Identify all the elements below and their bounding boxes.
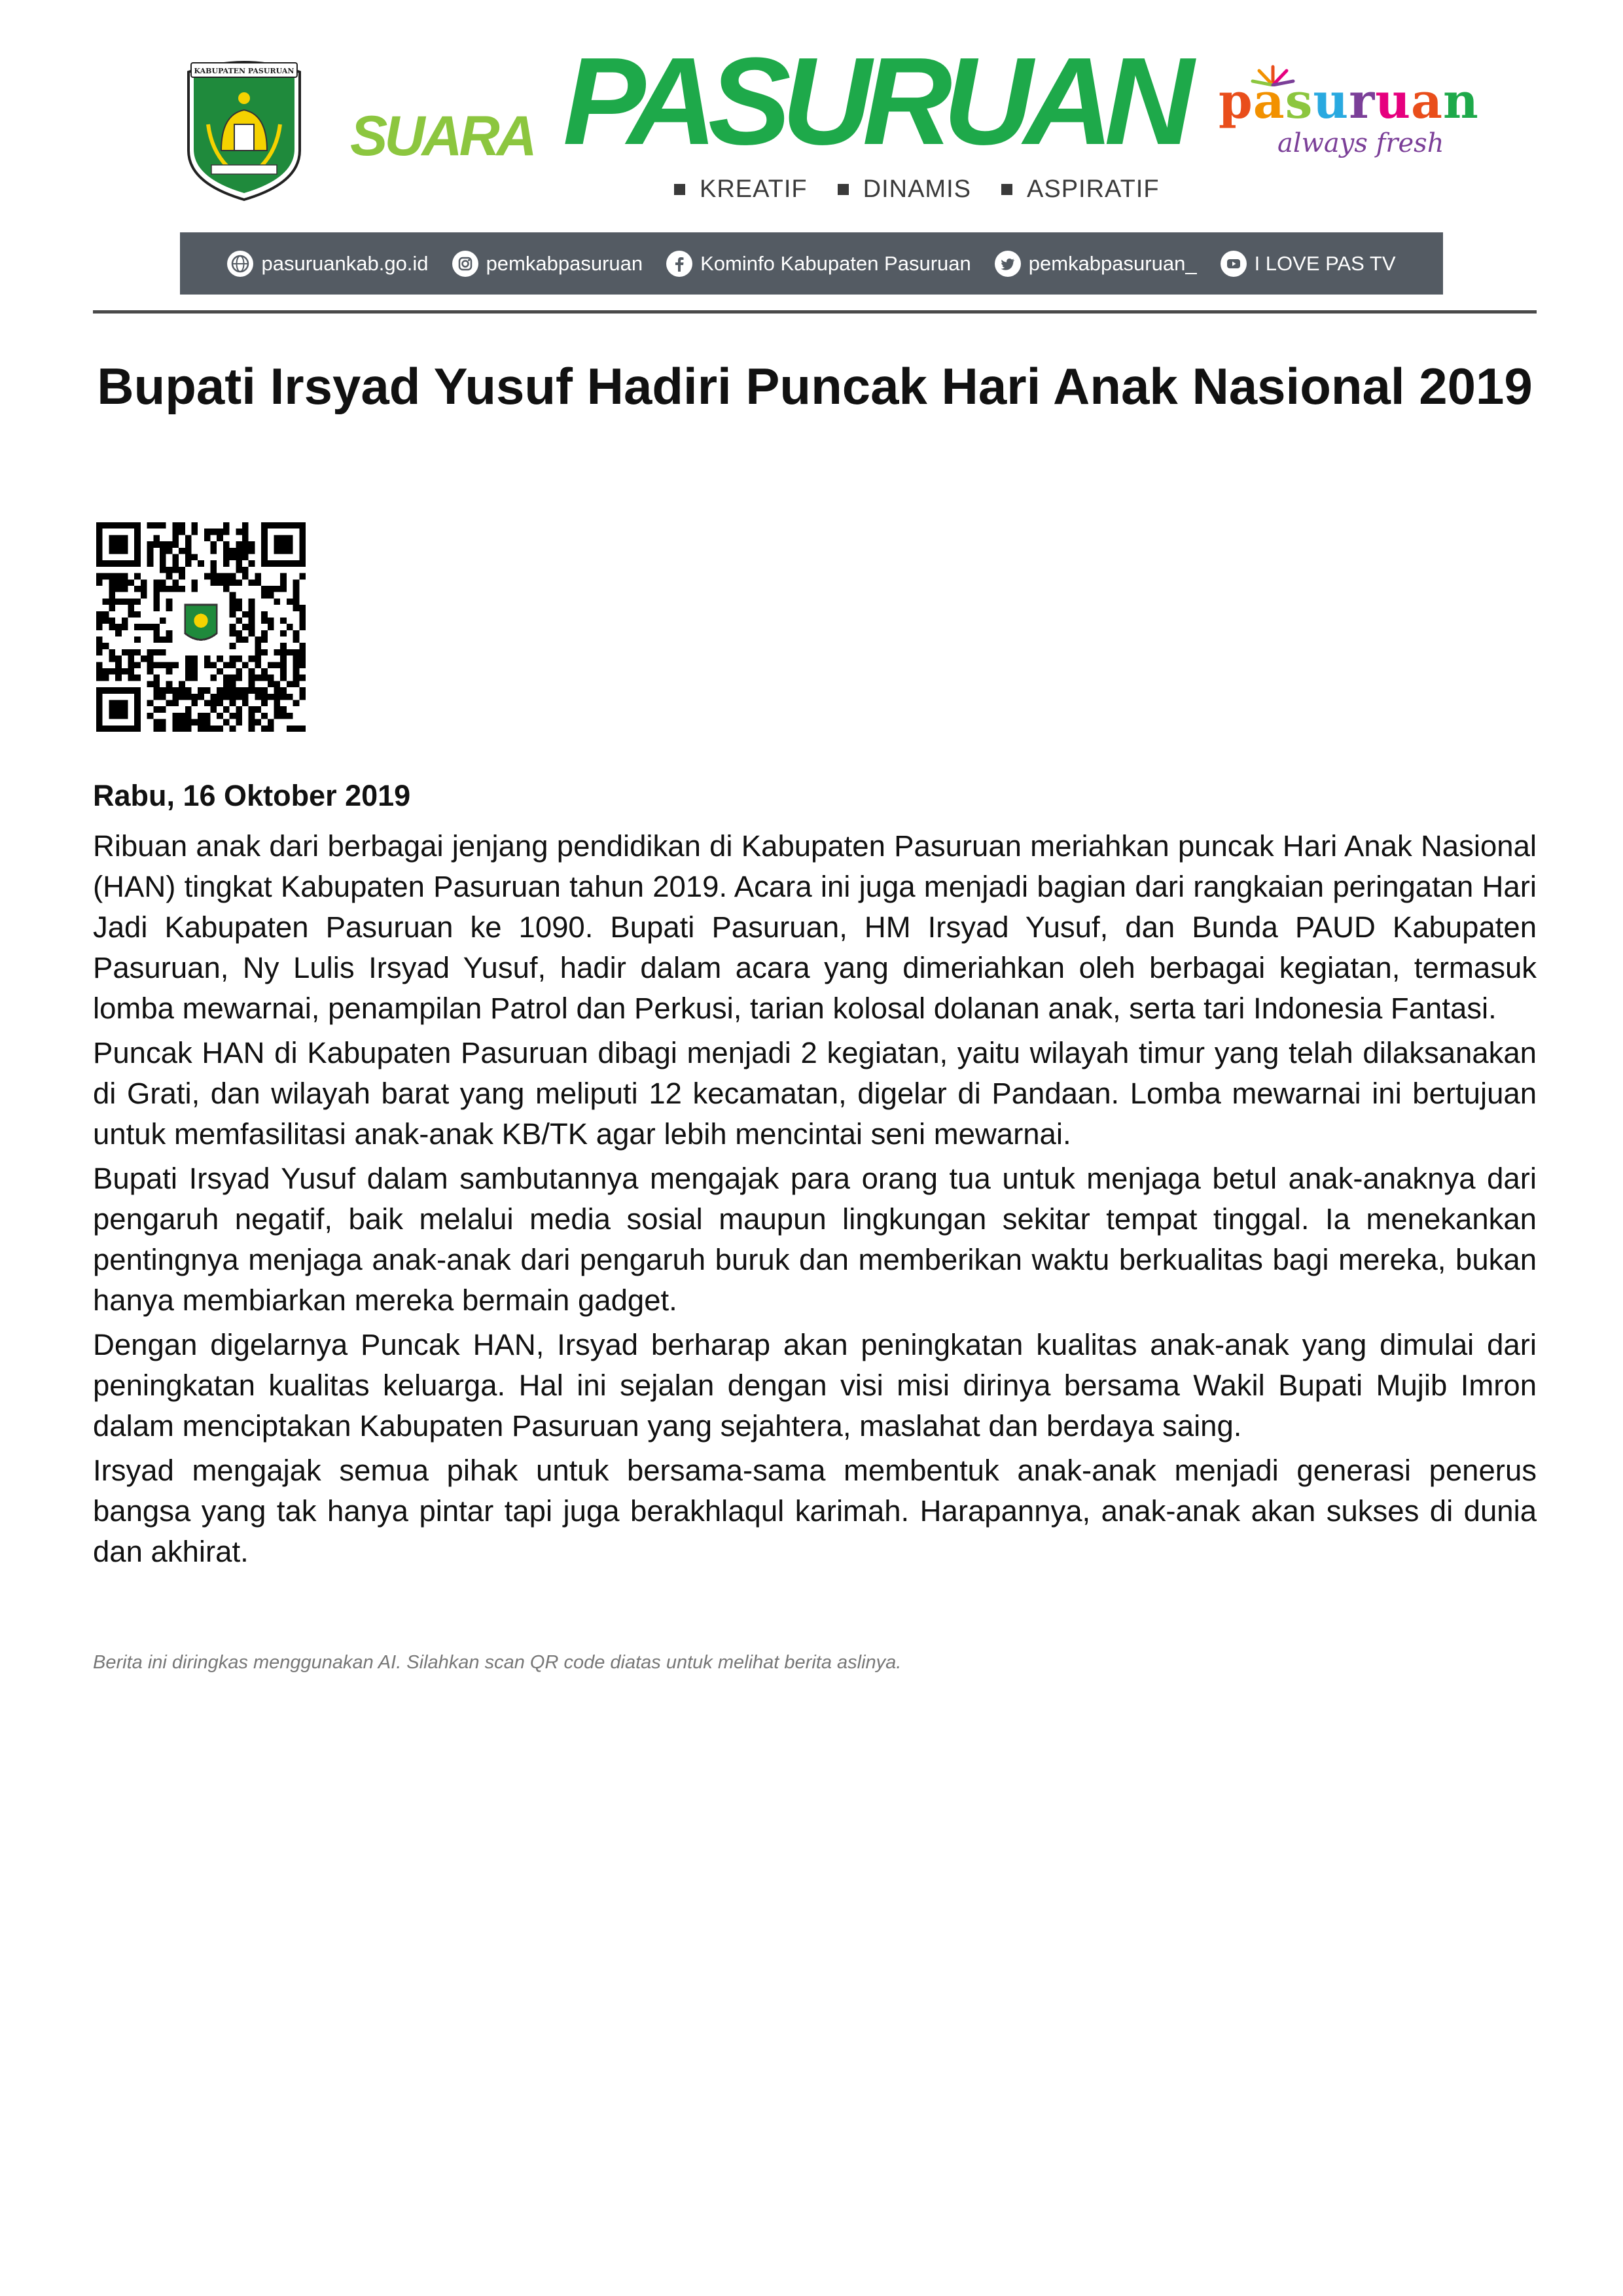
qr-code[interactable] bbox=[96, 522, 306, 732]
article-date: Rabu, 16 Oktober 2019 bbox=[93, 779, 411, 812]
pasuruan-always-fresh-logo bbox=[1219, 73, 1479, 182]
tourism-logo-word bbox=[1219, 73, 1479, 130]
social-link-facebook[interactable] bbox=[666, 251, 971, 277]
brand-suara-text: SUARA bbox=[350, 105, 534, 168]
logo-letter: n bbox=[1442, 73, 1479, 130]
tourism-logo-tagline: always fresh bbox=[1277, 128, 1444, 158]
article-paragraph: Irsyad mengajak semua pihak untuk bersama-sama membentuk anak-anak menjadi generasi penerus bangsa yang tak hanya pintar tapi juga berakhlaqul karimah. Harapannya, anak-anak akan sukses di dunia dan akhirat. bbox=[93, 1454, 1537, 1568]
social-link-twitter[interactable] bbox=[995, 251, 1197, 277]
square-bullet-icon bbox=[838, 184, 849, 195]
kabupaten-pasuruan-crest-logo bbox=[182, 52, 306, 203]
social-label: Kominfo Kabupaten Pasuruan bbox=[700, 251, 971, 275]
article-paragraph: Bupati Irsyad Yusuf dalam sambutannya mengajak para orang tua untuk menjaga betul anak-anaknya dari pengaruh negatif, baik melalui media sosial maupun lingkungan sekitar tempat tinggal. Ia menekankan pentingnya menjaga anak-anak dari pengaruh buruk dan memberikan waktu berkualitas bagi mereka, bukan hanya membiarkan mereka bermain gadget. bbox=[93, 1162, 1537, 1317]
tagline-item bbox=[838, 175, 971, 204]
tagline-item bbox=[674, 175, 808, 204]
social-link-youtube[interactable] bbox=[1221, 251, 1396, 277]
twitter-icon bbox=[995, 251, 1021, 277]
article-title: Bupati Irsyad Yusuf Hadiri Puncak Hari Anak Nasional 2019 bbox=[97, 357, 1533, 415]
article-paragraph: Ribuan anak dari berbagai jenjang pendidikan di Kabupaten Pasuruan meriahkan puncak Hari Anak Nasional (HAN) tingkat Kabupaten Pasuruan tahun 2019. Acara ini juga menjadi bagian dari rangkaian peringatan Hari Jadi Kabupaten Pasuruan ke 1090. Bupati Pasuruan, HM Irsyad Yusuf, dan Bunda PAUD Kabupaten Pasuruan, Ny Lulis Irsyad Yusuf, hadir dalam acara yang dimeriahkan oleh berbagai kegiatan, termasuk lomba mewarnai, penampilan Patrol dan Perkusi, tarian kolosal dolanan anak, serta tari Indonesia Fantasi. bbox=[93, 829, 1537, 1025]
tagline-label: DINAMIS bbox=[863, 175, 971, 203]
logo-letter: r bbox=[1349, 73, 1376, 130]
social-label: pasuruankab.go.id bbox=[261, 251, 429, 275]
article-paragraph: Puncak HAN di Kabupaten Pasuruan dibagi menjadi 2 kegiatan, yaitu wilayah timur yang telah dilaksanakan di Grati, dan wilayah barat yang meliputi 12 kecamatan, digelar di Pandaan. Lomba mewarnai ini bertujuan untuk memfasilitasi anak-anak KB/TK agar lebih mencintai seni mewarnai. bbox=[93, 1036, 1537, 1151]
logo-letter: p bbox=[1219, 73, 1253, 130]
instagram-icon bbox=[452, 251, 478, 277]
tagline-item bbox=[1001, 175, 1160, 204]
square-bullet-icon bbox=[1001, 184, 1012, 195]
crest-banner-text: KABUPATEN PASURUAN bbox=[194, 67, 294, 75]
ai-summary-footnote: Berita ini diringkas menggunakan AI. Silahkan scan QR code diatas untuk melihat berita aslinya. bbox=[93, 1652, 902, 1673]
social-link-instagram[interactable] bbox=[452, 251, 643, 277]
logo-letter: a bbox=[1411, 73, 1443, 130]
tagline-label: KREATIF bbox=[700, 175, 808, 203]
globe-icon bbox=[227, 251, 253, 277]
brand-tagline bbox=[674, 175, 1160, 204]
header-divider bbox=[93, 310, 1537, 314]
logo-letter: a bbox=[1253, 73, 1285, 130]
social-media-bar bbox=[180, 232, 1443, 295]
social-link-website[interactable] bbox=[227, 251, 428, 277]
social-label: I LOVE PAS TV bbox=[1254, 251, 1396, 275]
article-body bbox=[93, 826, 1537, 1576]
brand-pasuruan-text: PASURUAN bbox=[563, 32, 1185, 171]
square-bullet-icon bbox=[674, 184, 685, 195]
social-label: pemkabpasuruan_ bbox=[1028, 251, 1197, 275]
logo-letter: u bbox=[1375, 73, 1411, 130]
youtube-icon bbox=[1221, 251, 1247, 277]
logo-letter: s bbox=[1285, 73, 1313, 130]
facebook-icon bbox=[666, 251, 692, 277]
social-label: pemkabpasuruan bbox=[486, 251, 643, 275]
logo-letter: u bbox=[1313, 73, 1349, 130]
tagline-label: ASPIRATIF bbox=[1027, 175, 1160, 203]
article-paragraph: Dengan digelarnya Puncak HAN, Irsyad berharap akan peningkatan kualitas anak-anak yang dimulai dari peningkatan kualitas keluarga. Hal ini sejalan dengan visi misi dirinya bersama Wakil Bupati Mujib Imron dalam menciptakan Kabupaten Pasuruan yang sejahtera, maslahat dan berdaya saing. bbox=[93, 1328, 1537, 1443]
